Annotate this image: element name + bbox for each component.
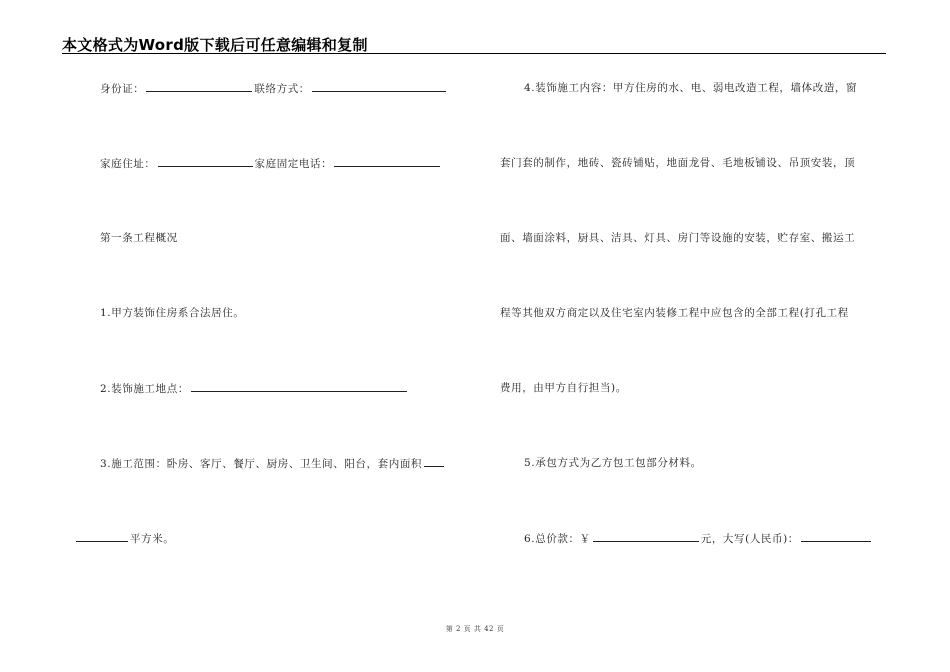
id-label: 身份证：	[100, 83, 145, 95]
item-6-mid: 元，大写(人民币)：	[700, 533, 799, 545]
address-line	[100, 155, 442, 171]
document-header-title: 本文格式为Word版下载后可任意编辑和复制	[62, 36, 368, 54]
item-4-line-2: 套门套的制作，地砖、瓷砖铺贴，地面龙骨、毛地板铺设、吊顶安装，顶	[500, 157, 856, 169]
item-6-line	[524, 530, 873, 546]
item-3-unit: 平方米。	[130, 533, 175, 545]
page-number-footer: 第 2 页 共 42 页	[445, 625, 505, 633]
item-3-line	[100, 455, 446, 471]
item-2-label: 2.装饰施工地点：	[100, 383, 189, 395]
area-blank-a	[424, 455, 444, 467]
contact-blank	[312, 80, 446, 92]
price-amount-blank	[593, 530, 699, 542]
item-1: 1.甲方装饰住房系合法居住。	[100, 307, 245, 319]
article-title: 第一条工程概况	[100, 232, 178, 244]
item-4-line-1: 4.装饰施工内容：甲方住房的水、电、弱电改造工程，墙体改造，窗	[524, 82, 858, 94]
item-4-line-5: 费用，由甲方自行担当)。	[500, 382, 627, 394]
address-blank	[158, 155, 253, 167]
header-rule	[62, 53, 886, 54]
id-blank	[146, 80, 252, 92]
item-4-line-3: 面、墙面涂料，厨具、洁具、灯具、房门等设施的安装，贮存室、搬运工	[500, 232, 856, 244]
item-4-line-4: 程等其他双方商定以及住宅室内装修工程中应包含的全部工程(打孔工程	[500, 307, 849, 319]
home-phone-label: 家庭固定电话：	[254, 158, 333, 170]
id-line	[100, 80, 448, 96]
item-5: 5.承包方式为乙方包工包部分材料。	[524, 457, 702, 469]
price-words-blank	[801, 530, 871, 542]
contact-label: 联络方式：	[254, 83, 310, 95]
address-label: 家庭住址：	[100, 158, 156, 170]
item-3-text: 3.施工范围：卧房、客厅、餐厅、厨房、卫生间、阳台，套内面积	[100, 458, 423, 470]
home-phone-blank	[334, 155, 440, 167]
location-blank	[191, 380, 407, 392]
item-6-label: 6.总价款：￥	[524, 533, 591, 545]
item-2-line	[100, 380, 409, 396]
area-blank-b	[76, 530, 128, 542]
item-3-continued	[76, 530, 174, 546]
